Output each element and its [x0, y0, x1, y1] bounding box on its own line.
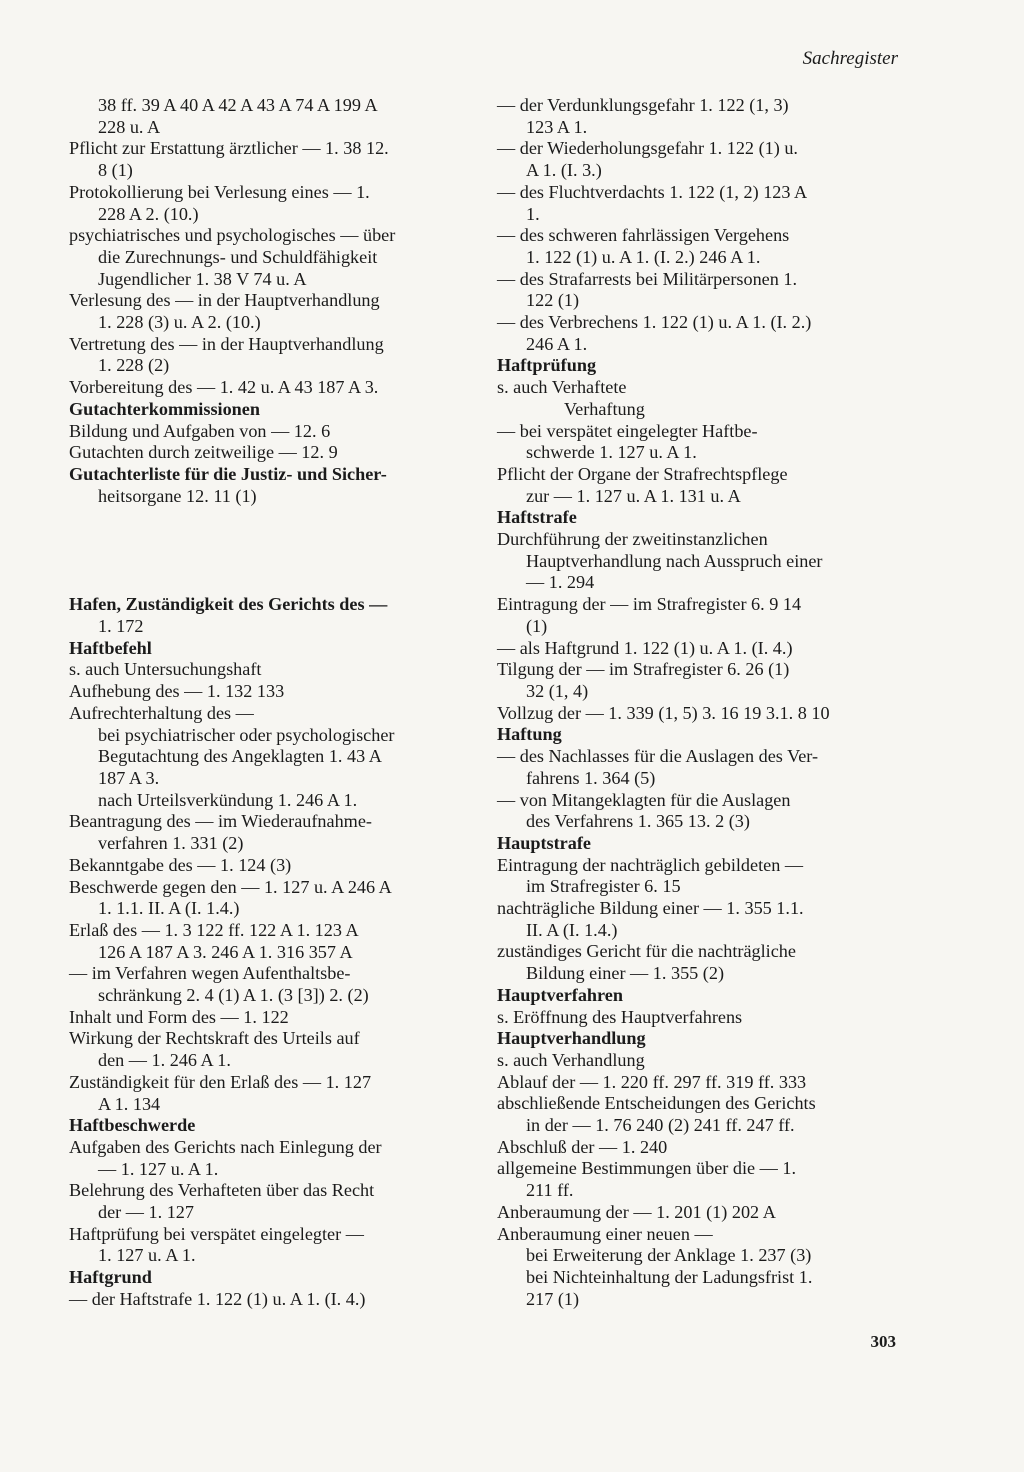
- index-entry: 211 ff.: [526, 1180, 574, 1201]
- index-entry: 187 A 3.: [98, 767, 160, 788]
- index-entry: Anberaumung einer neuen —: [497, 1223, 713, 1244]
- page-number: 303: [870, 1332, 896, 1351]
- index-entry: — des Strafarrests bei Militärpersonen 1.: [497, 268, 798, 289]
- index-heading: Haftgrund: [69, 1267, 152, 1288]
- index-entry: A 1. 134: [98, 1093, 161, 1114]
- index-entry: Erlaß des — 1. 3 122 ff. 122 A 1. 123 A: [69, 919, 359, 940]
- index-heading: Haftbefehl: [69, 637, 152, 658]
- index-entry: Vollzug der — 1. 339 (1, 5) 3. 16 19 3.1. 8 10: [497, 702, 830, 723]
- index-entry: allgemeine Bestimmungen über die — 1.: [497, 1158, 797, 1179]
- index-entry: Jugendlicher 1. 38 V 74 u. A: [98, 268, 307, 289]
- left-column: [69, 95, 469, 1311]
- index-entry: abschließende Entscheidungen des Gerichts: [497, 1093, 816, 1114]
- index-entry: Zuständigkeit für den Erlaß des — 1. 127: [69, 1071, 372, 1092]
- index-entry: nach Urteilsverkündung 1. 246 A 1.: [98, 789, 358, 810]
- index-entry: Tilgung der — im Strafregister 6. 26 (1): [497, 659, 790, 680]
- index-entry: Anberaumung der — 1. 201 (1) 202 A: [497, 1201, 776, 1222]
- index-heading: Haftung: [497, 724, 562, 745]
- index-heading: Gutachterkommissionen: [69, 398, 260, 419]
- index-entry: (1): [526, 615, 548, 636]
- index-entry: bei psychiatrischer oder psychologischer: [98, 724, 395, 745]
- index-entry: 228 A 2. (10.): [98, 203, 199, 224]
- index-entry: A 1. (I. 3.): [526, 160, 602, 181]
- index-entry: 123 A 1.: [526, 116, 588, 137]
- index-entry: 38 ff. 39 A 40 A 42 A 43 A 74 A 199 A: [98, 95, 378, 115]
- index-entry: 1. 172: [98, 616, 144, 637]
- index-entry: 32 (1, 4): [526, 680, 589, 701]
- index-entry: Aufhebung des — 1. 132 133: [69, 681, 285, 702]
- index-entry: — des Fluchtverdachts 1. 122 (1, 2) 123 A: [497, 181, 808, 202]
- index-entry: die Zurechnungs- und Schuldfähigkeit: [98, 246, 378, 267]
- index-entry: zuständiges Gericht für die nachträgliche: [497, 941, 796, 962]
- index-entry: — der Haftstrafe 1. 122 (1) u. A 1. (I. 4.): [69, 1288, 366, 1309]
- index-entry: — als Haftgrund 1. 122 (1) u. A 1. (I. 4.): [497, 637, 793, 658]
- index-heading: Hauptstrafe: [497, 832, 591, 853]
- index-entry: psychiatrisches und psychologisches — über: [69, 225, 396, 246]
- index-entry: zur — 1. 127 u. A 1. 131 u. A: [526, 485, 741, 506]
- section-gap: [69, 507, 469, 594]
- index-entry: — des Nachlasses für die Auslagen des Ver-: [497, 746, 819, 767]
- index-entry: 1.: [526, 203, 540, 224]
- index-entry: Bildung und Aufgaben von — 12. 6: [69, 420, 331, 441]
- index-entry: Abschluß der — 1. 240: [497, 1136, 668, 1157]
- index-entry: 228 u. A: [98, 116, 161, 137]
- index-entry: Aufgaben des Gerichts nach Einlegung der: [69, 1136, 382, 1157]
- index-entry: Bekanntgabe des — 1. 124 (3): [69, 854, 292, 875]
- index-entry: Begutachtung des Angeklagten 1. 43 A: [98, 746, 382, 767]
- index-entry: Haftprüfung bei verspätet eingelegter —: [69, 1223, 364, 1244]
- index-entry: Beantragung des — im Wiederaufnahme-: [69, 811, 372, 832]
- index-entry: in der — 1. 76 240 (2) 241 ff. 247 ff.: [526, 1115, 795, 1136]
- index-entry: — der Wiederholungsgefahr 1. 122 (1) u.: [497, 138, 798, 159]
- running-header: Sachregister: [802, 48, 898, 69]
- index-entry: 1. 228 (2): [98, 355, 170, 376]
- index-entry: 1. 1.1. II. A (I. 1.4.): [98, 898, 240, 919]
- index-entry: Durchführung der zweitinstanzlichen: [497, 529, 768, 550]
- index-entry: der — 1. 127: [98, 1202, 194, 1223]
- index-entry: s. Eröffnung des Hauptverfahrens: [497, 1006, 743, 1027]
- index-entry: — des schweren fahrlässigen Vergehens: [497, 225, 790, 246]
- index-entry: Pflicht zur Erstattung ärztlicher — 1. 38 12.: [69, 138, 389, 159]
- index-entry: s. auch Verhaftete: [497, 377, 627, 398]
- index-entry: Vertretung des — in der Hauptverhandlung: [69, 333, 384, 354]
- index-heading: Haftprüfung: [497, 355, 597, 376]
- index-entry: 122 (1): [526, 290, 580, 311]
- index-entry: 1. 127 u. A 1.: [98, 1245, 196, 1266]
- index-entry: — bei verspätet eingelegter Haftbe-: [497, 420, 758, 441]
- index-entry: des Verfahrens 1. 365 13. 2 (3): [526, 811, 750, 832]
- index-entry: — der Verdunklungsgefahr 1. 122 (1, 3): [497, 95, 789, 115]
- index-entry: 246 A 1.: [526, 333, 588, 354]
- index-entry: Beschwerde gegen den — 1. 127 u. A 246 A: [69, 876, 392, 897]
- index-entry: verfahren 1. 331 (2): [98, 833, 244, 854]
- index-heading: Hafen, Zuständigkeit des Gerichts des —: [69, 594, 388, 615]
- index-entry: Bildung einer — 1. 355 (2): [526, 963, 725, 984]
- index-heading: Hauptverfahren: [497, 984, 623, 1005]
- index-entry: Aufrechterhaltung des —: [69, 702, 254, 723]
- index-entry: schwerde 1. 127 u. A 1.: [526, 442, 697, 463]
- index-heading: Haftstrafe: [497, 507, 577, 528]
- index-heading: Gutachterliste für die Justiz- und Sicher-: [69, 463, 387, 484]
- index-entry: Eintragung der — im Strafregister 6. 9 14: [497, 594, 802, 615]
- index-entry: II. A (I. 1.4.): [526, 919, 618, 940]
- index-entry: Hauptverhandlung nach Ausspruch einer: [526, 550, 823, 571]
- index-entry: 1. 228 (3) u. A 2. (10.): [98, 312, 261, 333]
- index-entry: s. auch Untersuchungshaft: [69, 659, 262, 680]
- index-entry: 1. 122 (1) u. A 1. (I. 2.) 246 A 1.: [526, 246, 761, 267]
- index-entry: Gutachten durch zeitweilige — 12. 9: [69, 442, 338, 463]
- index-entry: nachträgliche Bildung einer — 1. 355 1.1.: [497, 898, 804, 919]
- index-heading: Hauptverhandlung: [497, 1028, 646, 1049]
- index-entry: Vorbereitung des — 1. 42 u. A 43 187 A 3.: [69, 377, 379, 398]
- index-entry: 217 (1): [526, 1288, 580, 1309]
- index-entry: heitsorgane 12. 11 (1): [98, 485, 257, 506]
- index-entry: 126 A 187 A 3. 246 A 1. 316 357 A: [98, 941, 353, 962]
- index-entry: Belehrung des Verhafteten über das Recht: [69, 1180, 375, 1201]
- index-entry: bei Nichteinhaltung der Ladungsfrist 1.: [526, 1266, 813, 1287]
- index-entry: 8 (1): [98, 160, 133, 181]
- index-entry: Verlesung des — in der Hauptverhandlung: [69, 290, 380, 311]
- index-entry: s. auch Verhandlung: [497, 1049, 645, 1070]
- index-entry: — des Verbrechens 1. 122 (1) u. A 1. (I. 2.): [497, 312, 812, 333]
- index-entry: Eintragung der nachträglich gebildeten —: [497, 854, 804, 875]
- index-entry: Inhalt und Form des — 1. 122: [69, 1006, 289, 1027]
- index-entry: im Strafregister 6. 15: [526, 876, 681, 897]
- index-entry: — 1. 127 u. A 1.: [98, 1158, 219, 1179]
- index-entry: Protokollierung bei Verlesung eines — 1.: [69, 181, 370, 202]
- right-column: [497, 95, 897, 1310]
- index-entry: fahrens 1. 364 (5): [526, 767, 656, 788]
- index-entry: den — 1. 246 A 1.: [98, 1050, 231, 1071]
- index-entry: schränkung 2. 4 (1) A 1. (3 [3]) 2. (2): [98, 985, 369, 1006]
- index-entry: bei Erweiterung der Anklage 1. 237 (3): [526, 1245, 812, 1266]
- index-heading: Haftbeschwerde: [69, 1115, 196, 1136]
- index-entry: — im Verfahren wegen Aufenthaltsbe-: [69, 963, 351, 984]
- index-entry: Pflicht der Organe der Strafrechtspflege: [497, 463, 788, 484]
- index-entry: — von Mitangeklagten für die Auslagen: [497, 789, 791, 810]
- index-entry: Verhaftung: [564, 398, 645, 419]
- index-entry: Wirkung der Rechtskraft des Urteils auf: [69, 1028, 360, 1049]
- index-entry: — 1. 294: [526, 572, 595, 593]
- index-entry: Ablauf der — 1. 220 ff. 297 ff. 319 ff. 333: [497, 1071, 807, 1092]
